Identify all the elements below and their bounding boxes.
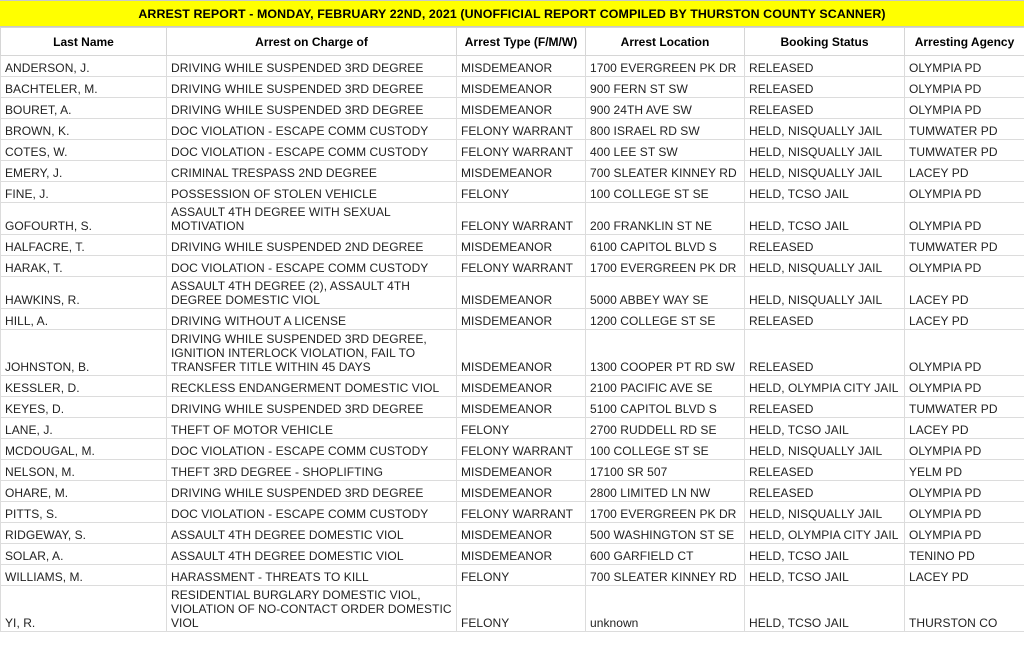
cell-last-name: BOURET, A.	[1, 98, 167, 119]
cell-booking-status: RELEASED	[745, 309, 905, 330]
cell-charge: ASSAULT 4TH DEGREE (2), ASSAULT 4TH DEGREE DOMESTIC VIOL	[167, 277, 457, 309]
cell-charge: DRIVING WHILE SUSPENDED 3RD DEGREE	[167, 56, 457, 77]
cell-charge: DOC VIOLATION - ESCAPE COMM CUSTODY	[167, 502, 457, 523]
cell-arrest-location: 800 ISRAEL RD SW	[586, 119, 745, 140]
cell-arresting-agency: TUMWATER PD	[905, 140, 1024, 161]
cell-arresting-agency: OLYMPIA PD	[905, 182, 1024, 203]
cell-booking-status: HELD, NISQUALLY JAIL	[745, 277, 905, 309]
cell-arresting-agency: OLYMPIA PD	[905, 439, 1024, 460]
table-row	[1, 523, 1024, 544]
cell-arresting-agency: LACEY PD	[905, 309, 1024, 330]
cell-last-name: YI, R.	[1, 586, 167, 632]
cell-arresting-agency: LACEY PD	[905, 161, 1024, 182]
cell-last-name: KESSLER, D.	[1, 376, 167, 397]
cell-charge: RECKLESS ENDANGERMENT DOMESTIC VIOL	[167, 376, 457, 397]
cell-charge: POSSESSION OF STOLEN VEHICLE	[167, 182, 457, 203]
cell-arresting-agency: OLYMPIA PD	[905, 376, 1024, 397]
cell-charge: CRIMINAL TRESPASS 2ND DEGREE	[167, 161, 457, 182]
header-charge: Arrest on Charge of	[167, 28, 457, 56]
table-row	[1, 77, 1024, 98]
header-row	[1, 28, 1024, 56]
cell-booking-status: RELEASED	[745, 98, 905, 119]
cell-arresting-agency: OLYMPIA PD	[905, 77, 1024, 98]
cell-arrest-type: MISDEMEANOR	[457, 98, 586, 119]
cell-booking-status: RELEASED	[745, 397, 905, 418]
cell-booking-status: HELD, NISQUALLY JAIL	[745, 119, 905, 140]
cell-charge: DRIVING WHILE SUSPENDED 3RD DEGREE, IGNITION INTERLOCK VIOLATION, FAIL TO TRANSFER TITLE WITHIN 45 DAYS	[167, 330, 457, 376]
table-row	[1, 418, 1024, 439]
header-last-name: Last Name	[1, 28, 167, 56]
table-row	[1, 376, 1024, 397]
table-row	[1, 256, 1024, 277]
cell-arrest-type: FELONY WARRANT	[457, 203, 586, 235]
cell-arrest-location: 1700 EVERGREEN PK DR	[586, 56, 745, 77]
cell-booking-status: HELD, NISQUALLY JAIL	[745, 256, 905, 277]
cell-booking-status: HELD, NISQUALLY JAIL	[745, 140, 905, 161]
cell-booking-status: RELEASED	[745, 481, 905, 502]
header-booking-status: Booking Status	[745, 28, 905, 56]
cell-arresting-agency: OLYMPIA PD	[905, 98, 1024, 119]
table-row	[1, 161, 1024, 182]
cell-booking-status: HELD, TCSO JAIL	[745, 586, 905, 632]
table-row	[1, 182, 1024, 203]
cell-arrest-location: 900 24TH AVE SW	[586, 98, 745, 119]
cell-arrest-location: 5100 CAPITOL BLVD S	[586, 397, 745, 418]
table-row	[1, 277, 1024, 309]
cell-arrest-type: FELONY	[457, 418, 586, 439]
cell-arrest-location: 1300 COOPER PT RD SW	[586, 330, 745, 376]
cell-charge: DRIVING WHILE SUSPENDED 3RD DEGREE	[167, 397, 457, 418]
cell-arrest-type: FELONY	[457, 565, 586, 586]
cell-arresting-agency: OLYMPIA PD	[905, 481, 1024, 502]
cell-charge: ASSAULT 4TH DEGREE WITH SEXUAL MOTIVATION	[167, 203, 457, 235]
cell-charge: RESIDENTIAL BURGLARY DOMESTIC VIOL, VIOLATION OF NO-CONTACT ORDER DOMESTIC VIOL	[167, 586, 457, 632]
cell-last-name: LANE, J.	[1, 418, 167, 439]
cell-last-name: BROWN, K.	[1, 119, 167, 140]
cell-arrest-type: FELONY WARRANT	[457, 502, 586, 523]
table-row	[1, 586, 1024, 632]
cell-last-name: HALFACRE, T.	[1, 235, 167, 256]
cell-arrest-type: MISDEMEANOR	[457, 460, 586, 481]
table-row	[1, 119, 1024, 140]
cell-last-name: WILLIAMS, M.	[1, 565, 167, 586]
table-row	[1, 502, 1024, 523]
table-row	[1, 544, 1024, 565]
header-arrest-type: Arrest Type (F/M/W)	[457, 28, 586, 56]
cell-booking-status: HELD, TCSO JAIL	[745, 565, 905, 586]
cell-booking-status: RELEASED	[745, 330, 905, 376]
cell-charge: DOC VIOLATION - ESCAPE COMM CUSTODY	[167, 119, 457, 140]
cell-arrest-type: MISDEMEANOR	[457, 481, 586, 502]
cell-last-name: JOHNSTON, B.	[1, 330, 167, 376]
table-row	[1, 481, 1024, 502]
cell-last-name: EMERY, J.	[1, 161, 167, 182]
cell-arrest-type: MISDEMEANOR	[457, 77, 586, 98]
report-title: ARREST REPORT - MONDAY, FEBRUARY 22ND, 2021 (UNOFFICIAL REPORT COMPILED BY THURSTON COUNTY SCANNER)	[0, 0, 1024, 27]
cell-last-name: HILL, A.	[1, 309, 167, 330]
cell-arrest-location: 500 WASHINGTON ST SE	[586, 523, 745, 544]
cell-last-name: MCDOUGAL, M.	[1, 439, 167, 460]
cell-charge: THEFT OF MOTOR VEHICLE	[167, 418, 457, 439]
cell-charge: DOC VIOLATION - ESCAPE COMM CUSTODY	[167, 439, 457, 460]
cell-arrest-location: 700 SLEATER KINNEY RD	[586, 161, 745, 182]
cell-last-name: BACHTELER, M.	[1, 77, 167, 98]
cell-last-name: GOFOURTH, S.	[1, 203, 167, 235]
cell-booking-status: HELD, OLYMPIA CITY JAIL	[745, 523, 905, 544]
cell-arresting-agency: OLYMPIA PD	[905, 203, 1024, 235]
cell-arrest-type: MISDEMEANOR	[457, 376, 586, 397]
cell-arrest-type: MISDEMEANOR	[457, 544, 586, 565]
cell-booking-status: HELD, TCSO JAIL	[745, 182, 905, 203]
cell-last-name: PITTS, S.	[1, 502, 167, 523]
table-row	[1, 203, 1024, 235]
cell-charge: DRIVING WHILE SUSPENDED 3RD DEGREE	[167, 77, 457, 98]
cell-arresting-agency: LACEY PD	[905, 418, 1024, 439]
cell-booking-status: RELEASED	[745, 56, 905, 77]
table-row	[1, 235, 1024, 256]
cell-arrest-location: 600 GARFIELD CT	[586, 544, 745, 565]
header-arrest-location: Arrest Location	[586, 28, 745, 56]
cell-arresting-agency: OLYMPIA PD	[905, 56, 1024, 77]
cell-arresting-agency: OLYMPIA PD	[905, 256, 1024, 277]
cell-arrest-location: 400 LEE ST SW	[586, 140, 745, 161]
cell-last-name: FINE, J.	[1, 182, 167, 203]
cell-arresting-agency: LACEY PD	[905, 277, 1024, 309]
cell-charge: DRIVING WHILE SUSPENDED 2ND DEGREE	[167, 235, 457, 256]
cell-arrest-type: FELONY WARRANT	[457, 256, 586, 277]
cell-charge: HARASSMENT - THREATS TO KILL	[167, 565, 457, 586]
table-row	[1, 439, 1024, 460]
cell-arresting-agency: TUMWATER PD	[905, 235, 1024, 256]
cell-arrest-location: 6100 CAPITOL BLVD S	[586, 235, 745, 256]
cell-arrest-location: 200 FRANKLIN ST NE	[586, 203, 745, 235]
cell-arrest-location: 1700 EVERGREEN PK DR	[586, 502, 745, 523]
cell-arresting-agency: LACEY PD	[905, 565, 1024, 586]
table-row	[1, 397, 1024, 418]
cell-arrest-location: 17100 SR 507	[586, 460, 745, 481]
cell-arrest-location: 1700 EVERGREEN PK DR	[586, 256, 745, 277]
cell-last-name: OHARE, M.	[1, 481, 167, 502]
cell-arresting-agency: OLYMPIA PD	[905, 330, 1024, 376]
cell-arrest-location: 100 COLLEGE ST SE	[586, 182, 745, 203]
cell-charge: DOC VIOLATION - ESCAPE COMM CUSTODY	[167, 256, 457, 277]
cell-booking-status: HELD, NISQUALLY JAIL	[745, 439, 905, 460]
table-row	[1, 140, 1024, 161]
cell-arrest-type: FELONY WARRANT	[457, 140, 586, 161]
table-row	[1, 460, 1024, 481]
cell-booking-status: RELEASED	[745, 235, 905, 256]
cell-booking-status: HELD, TCSO JAIL	[745, 203, 905, 235]
cell-charge: DOC VIOLATION - ESCAPE COMM CUSTODY	[167, 140, 457, 161]
cell-arrest-type: FELONY WARRANT	[457, 119, 586, 140]
cell-arrest-location: 2100 PACIFIC AVE SE	[586, 376, 745, 397]
cell-arrest-type: MISDEMEANOR	[457, 56, 586, 77]
arrest-table	[0, 27, 1024, 632]
cell-arresting-agency: THURSTON CO	[905, 586, 1024, 632]
cell-booking-status: HELD, NISQUALLY JAIL	[745, 161, 905, 182]
cell-arrest-type: MISDEMEANOR	[457, 523, 586, 544]
cell-arresting-agency: YELM PD	[905, 460, 1024, 481]
cell-arrest-location: 1200 COLLEGE ST SE	[586, 309, 745, 330]
cell-arrest-location: 2700 RUDDELL RD SE	[586, 418, 745, 439]
cell-charge: ASSAULT 4TH DEGREE DOMESTIC VIOL	[167, 523, 457, 544]
cell-arrest-type: MISDEMEANOR	[457, 161, 586, 182]
cell-arrest-type: MISDEMEANOR	[457, 277, 586, 309]
cell-arrest-location: 700 SLEATER KINNEY RD	[586, 565, 745, 586]
cell-last-name: KEYES, D.	[1, 397, 167, 418]
cell-arrest-location: 2800 LIMITED LN NW	[586, 481, 745, 502]
cell-arresting-agency: OLYMPIA PD	[905, 502, 1024, 523]
cell-arrest-type: FELONY	[457, 182, 586, 203]
cell-arrest-location: unknown	[586, 586, 745, 632]
cell-last-name: SOLAR, A.	[1, 544, 167, 565]
table-row	[1, 56, 1024, 77]
cell-arresting-agency: TUMWATER PD	[905, 119, 1024, 140]
cell-arrest-type: MISDEMEANOR	[457, 330, 586, 376]
table-row	[1, 309, 1024, 330]
cell-booking-status: HELD, TCSO JAIL	[745, 544, 905, 565]
cell-arrest-location: 100 COLLEGE ST SE	[586, 439, 745, 460]
cell-arrest-type: FELONY	[457, 586, 586, 632]
cell-charge: THEFT 3RD DEGREE - SHOPLIFTING	[167, 460, 457, 481]
cell-arresting-agency: TUMWATER PD	[905, 397, 1024, 418]
cell-charge: DRIVING WHILE SUSPENDED 3RD DEGREE	[167, 98, 457, 119]
table-body	[1, 56, 1024, 632]
cell-last-name: RIDGEWAY, S.	[1, 523, 167, 544]
table-row	[1, 98, 1024, 119]
cell-arresting-agency: TENINO PD	[905, 544, 1024, 565]
cell-last-name: HAWKINS, R.	[1, 277, 167, 309]
table-row	[1, 330, 1024, 376]
cell-booking-status: HELD, NISQUALLY JAIL	[745, 502, 905, 523]
cell-charge: ASSAULT 4TH DEGREE DOMESTIC VIOL	[167, 544, 457, 565]
cell-arresting-agency: OLYMPIA PD	[905, 523, 1024, 544]
cell-last-name: ANDERSON, J.	[1, 56, 167, 77]
cell-charge: DRIVING WHILE SUSPENDED 3RD DEGREE	[167, 481, 457, 502]
cell-arrest-location: 5000 ABBEY WAY SE	[586, 277, 745, 309]
table-row	[1, 565, 1024, 586]
cell-arrest-type: MISDEMEANOR	[457, 235, 586, 256]
cell-booking-status: RELEASED	[745, 460, 905, 481]
cell-booking-status: RELEASED	[745, 77, 905, 98]
cell-last-name: NELSON, M.	[1, 460, 167, 481]
cell-arrest-type: MISDEMEANOR	[457, 397, 586, 418]
cell-booking-status: HELD, OLYMPIA CITY JAIL	[745, 376, 905, 397]
cell-arrest-type: FELONY WARRANT	[457, 439, 586, 460]
cell-last-name: COTES, W.	[1, 140, 167, 161]
cell-booking-status: HELD, TCSO JAIL	[745, 418, 905, 439]
header-arresting-agency: Arresting Agency	[905, 28, 1024, 56]
cell-arrest-location: 900 FERN ST SW	[586, 77, 745, 98]
cell-charge: DRIVING WITHOUT A LICENSE	[167, 309, 457, 330]
cell-arrest-type: MISDEMEANOR	[457, 309, 586, 330]
cell-last-name: HARAK, T.	[1, 256, 167, 277]
